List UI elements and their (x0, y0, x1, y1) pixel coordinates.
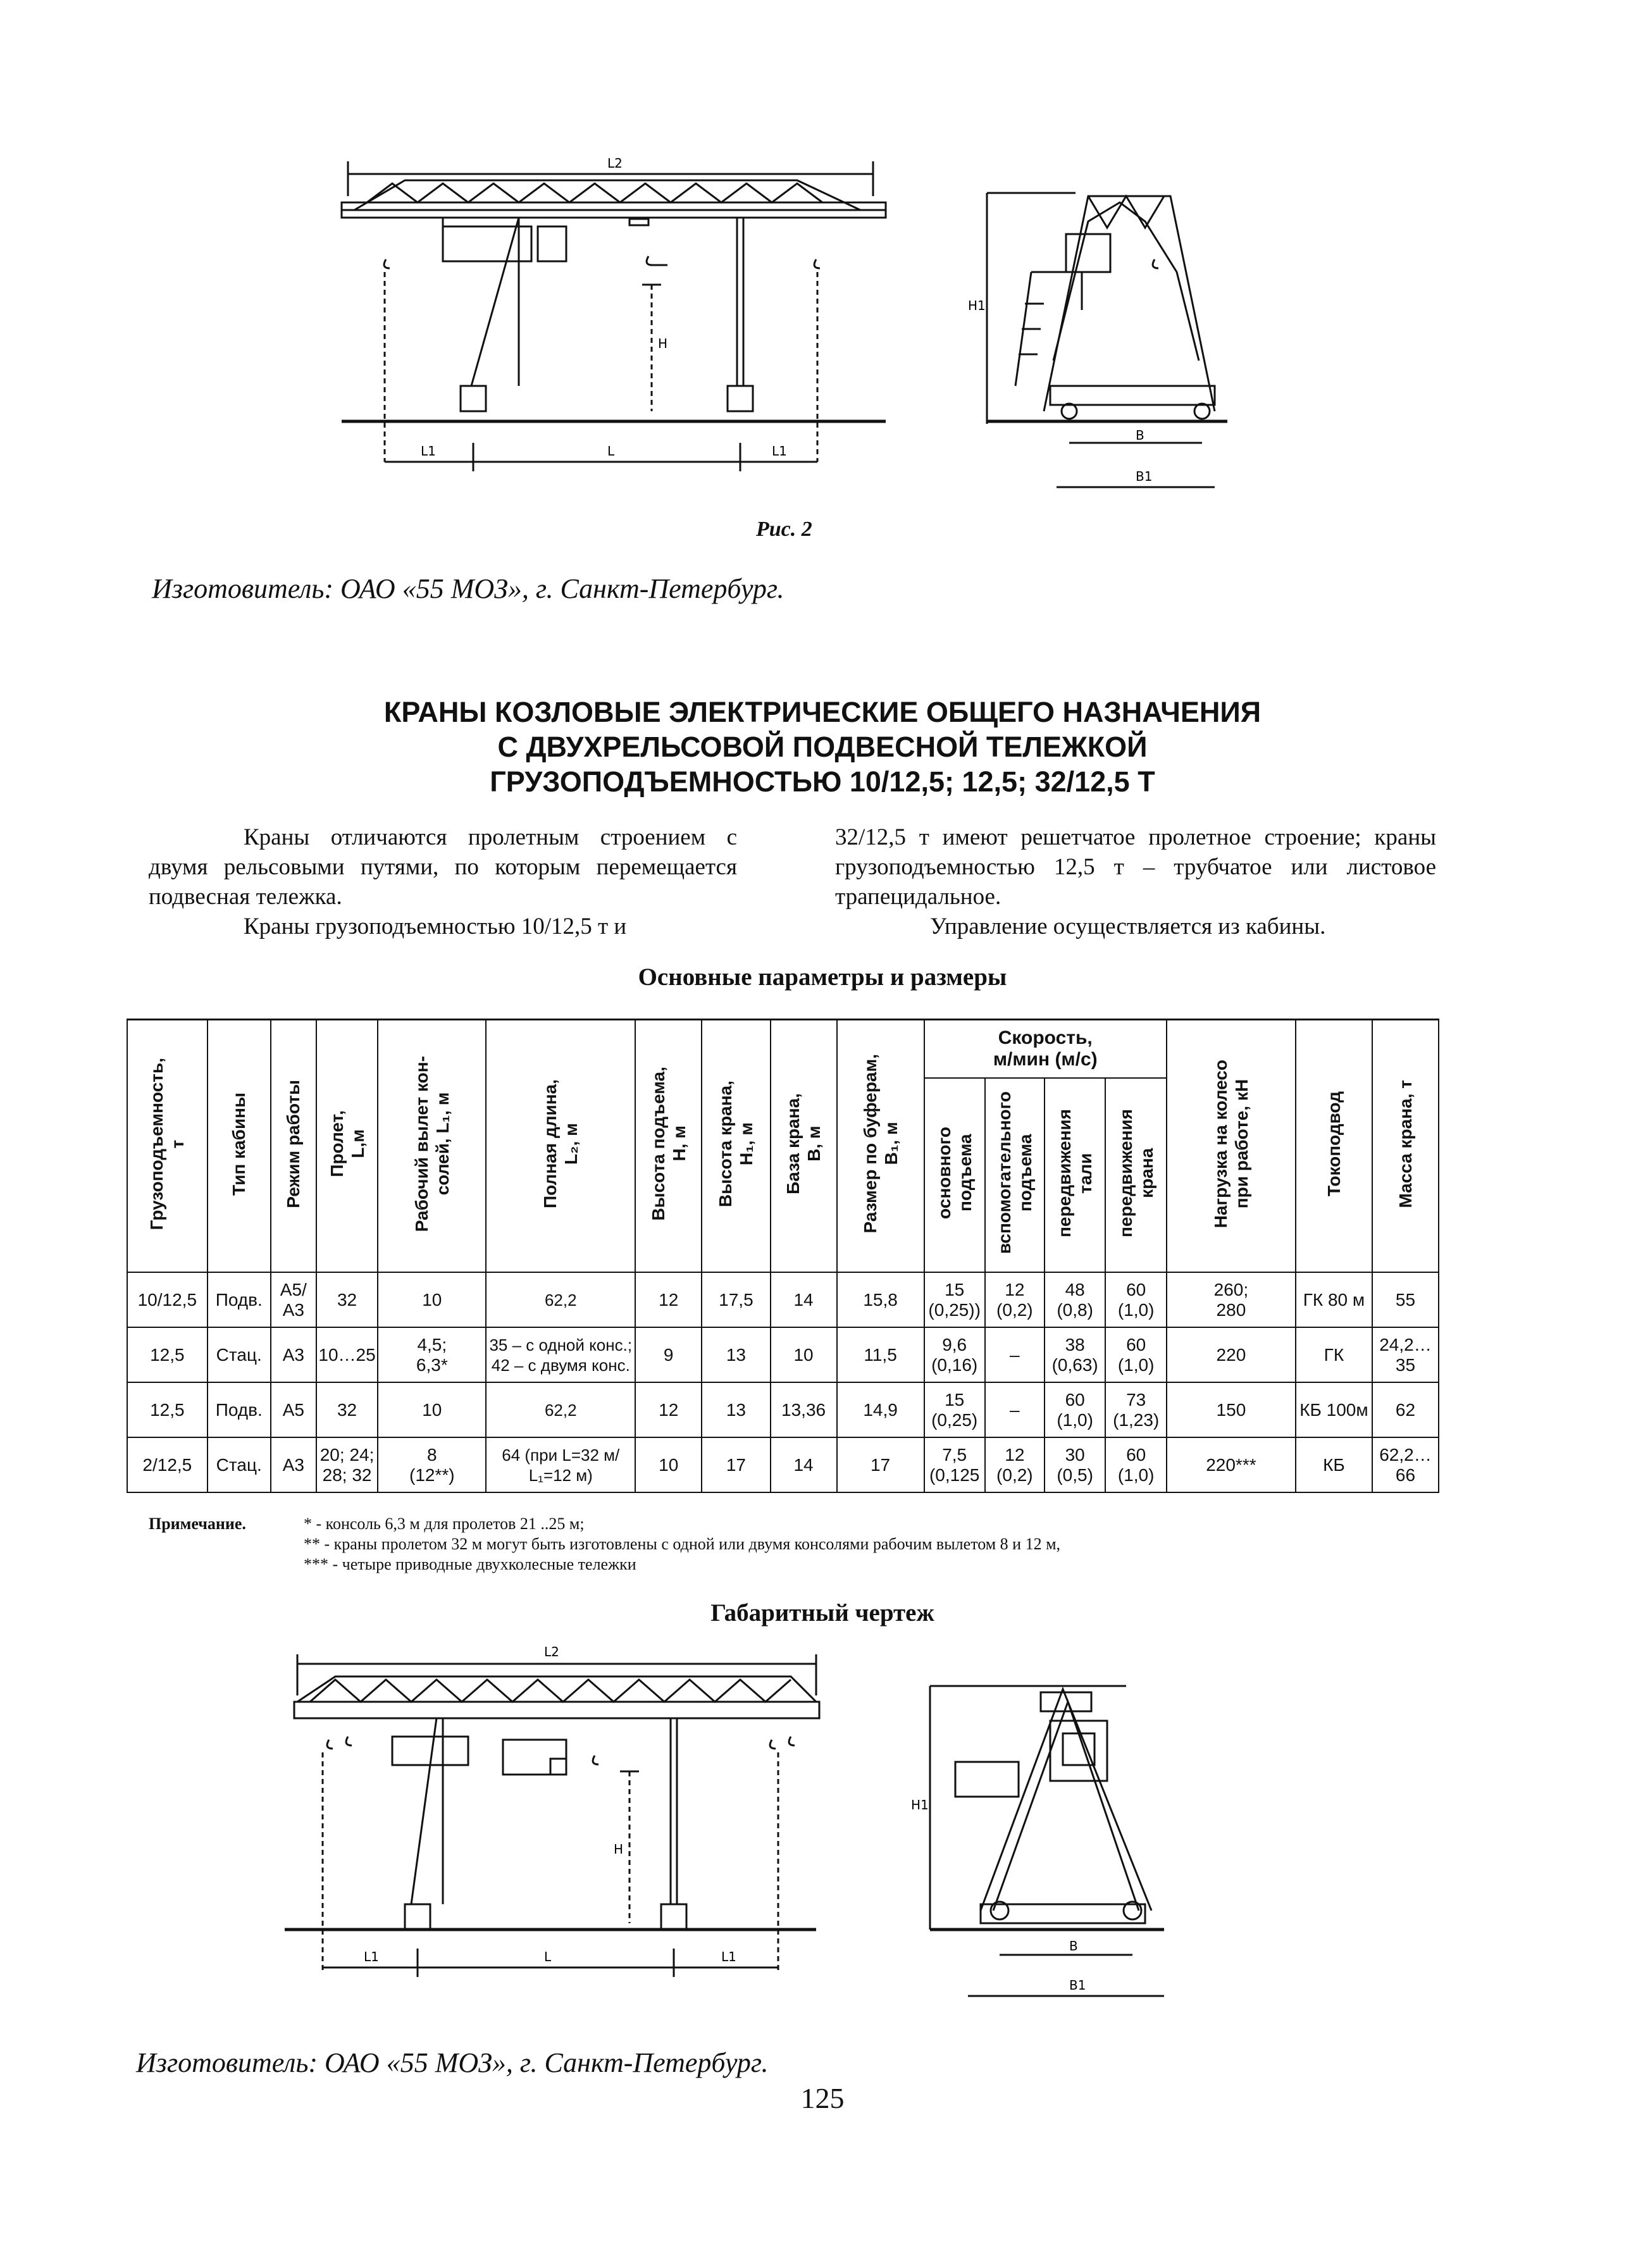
manufacturer-bottom: Изготовитель: ОАО «55 МОЗ», г. Санкт-Петербург. (136, 2047, 769, 2078)
top-label-L2: L2 (607, 156, 623, 171)
cell-v_main: 15 (0,25)) (924, 1272, 985, 1327)
top-label-L1a: L1 (421, 443, 436, 459)
cell-v_main: 15 (0,25) (924, 1382, 985, 1437)
cell-v_hoist: 30 (0,5) (1045, 1437, 1106, 1492)
table-row (127, 1437, 1439, 1492)
cell-mode: А5 (271, 1382, 316, 1437)
cell-outreach: 10 (378, 1272, 486, 1327)
cell-length: 62,2 (486, 1382, 635, 1437)
bottom-label-H1: H1 (911, 1797, 929, 1813)
cell-outreach: 4,5; 6,3* (378, 1327, 486, 1382)
cell-v_aux: – (985, 1382, 1045, 1437)
cell-outreach: 10 (378, 1382, 486, 1437)
cell-capacity: 10/12,5 (127, 1272, 208, 1327)
note-3: *** - четыре приводные двухколесные тележки (304, 1555, 636, 1573)
manufacturer-top: Изготовитель: ОАО «55 МОЗ», г. Санкт-Петербург. (152, 573, 784, 604)
cell-capacity: 12,5 (127, 1327, 208, 1382)
cell-length: 62,2 (486, 1272, 635, 1327)
bottom-label-H: H (614, 1842, 624, 1857)
cell-power: ГК (1296, 1327, 1372, 1382)
cell-cabin: Стац. (208, 1327, 271, 1382)
table-row (127, 1382, 1439, 1437)
cell-cabin: Подв. (208, 1382, 271, 1437)
bottom-label-L1a: L1 (364, 1949, 379, 1964)
title-line-1: КРАНЫ КОЗЛОВЫЕ ЭЛЕКТРИЧЕСКИЕ ОБЩЕГО НАЗНАЧЕНИЯ (383, 696, 1262, 728)
header-crane-height: Высота крана, H₁, м (702, 1020, 770, 1273)
cell-span: 20; 24; 28; 32 (316, 1437, 378, 1492)
cell-B: 10 (771, 1327, 837, 1382)
header-speed-main: основного подъема (924, 1078, 985, 1272)
table-body (127, 1272, 1439, 1492)
cell-H: 12 (635, 1382, 702, 1437)
intro-p1: Краны отличаются пролетным строением с двумя рельсовыми путями, по которым перемещается подвесная тележка. (149, 824, 737, 910)
top-label-H1: H1 (968, 298, 986, 313)
cell-load: 220*** (1167, 1437, 1296, 1492)
top-label-B: B (1136, 428, 1144, 443)
cell-B: 14 (771, 1272, 837, 1327)
note-2: ** - краны пролетом 32 м могут быть изготовлены с одной или двумя консолями рабочим вылетом 8 и 12 м, (304, 1535, 1061, 1553)
page-title (190, 695, 1455, 799)
cell-H1: 13 (702, 1327, 770, 1382)
drawing-title: Габаритный чертеж (710, 1599, 934, 1627)
cell-capacity: 12,5 (127, 1382, 208, 1437)
cell-cabin: Подв. (208, 1272, 271, 1327)
table-row (127, 1272, 1439, 1327)
cell-mass: 24,2… 35 (1372, 1327, 1439, 1382)
top-label-B1: B1 (1136, 469, 1153, 484)
cell-mode: А3 (271, 1327, 316, 1382)
cell-v_crane: 60 (1,0) (1105, 1437, 1167, 1492)
header-speed-group: Скорость, м/мин (м/с) (924, 1020, 1167, 1079)
header-wheel-load: Нагрузка на колесо при работе, кН (1167, 1020, 1296, 1273)
cell-mass: 62,2… 66 (1372, 1437, 1439, 1492)
header-span: Пролет, L,м (316, 1020, 378, 1273)
table-title: Основные параметры и размеры (638, 964, 1007, 991)
header-base: База крана, B, м (771, 1020, 837, 1273)
title-line-2: С ДВУХРЕЛЬСОВОЙ ПОДВЕСНОЙ ТЕЛЕЖКОЙ (497, 731, 1148, 763)
bottom-label-B1: B1 (1069, 1978, 1086, 1993)
cell-v_hoist: 38 (0,63) (1045, 1327, 1106, 1382)
header-speed-aux: вспомогательного подъема (985, 1078, 1045, 1272)
cell-v_crane: 60 (1,0) (1105, 1327, 1167, 1382)
cell-span: 32 (316, 1272, 378, 1327)
bottom-label-L: L (544, 1949, 552, 1964)
cell-load: 260; 280 (1167, 1272, 1296, 1327)
intro-column-right (835, 822, 1436, 941)
cell-v_hoist: 48 (0,8) (1045, 1272, 1106, 1327)
cell-B1: 11,5 (837, 1327, 924, 1382)
cell-v_aux: 12 (0,2) (985, 1437, 1045, 1492)
cell-span: 32 (316, 1382, 378, 1437)
cell-mode: А5/ А3 (271, 1272, 316, 1327)
cell-power: КБ 100м (1296, 1382, 1372, 1437)
cell-v_crane: 73 (1,23) (1105, 1382, 1167, 1437)
top-gantry-crane-drawing (329, 146, 1215, 500)
cell-v_main: 9,6 (0,16) (924, 1327, 985, 1382)
header-speed-hoist: передвижения тали (1045, 1078, 1106, 1272)
bottom-label-L2: L2 (544, 1644, 559, 1659)
cell-cabin: Стац. (208, 1437, 271, 1492)
header-capacity: Грузоподъемность, т (127, 1020, 208, 1273)
cell-H1: 13 (702, 1382, 770, 1437)
cell-v_aux: – (985, 1327, 1045, 1382)
cell-capacity: 2/12,5 (127, 1437, 208, 1492)
intro-p4: Управление осуществляется из кабины. (930, 914, 1326, 939)
intro-column-left (149, 822, 737, 941)
cell-length: 64 (при L=32 м/ L₁=12 м) (486, 1437, 635, 1492)
header-cabin: Тип кабины (208, 1020, 271, 1273)
header-outreach: Рабочий вылет кон- солей, L₁, м (378, 1020, 486, 1273)
header-buffer: Размер по буферам, B₁, м (837, 1020, 924, 1273)
intro-p3: 32/12,5 т имеют решетчатое пролетное строение; краны грузоподъемностью 12,5 т – трубчатое или листовое трапецидальное. (835, 824, 1436, 910)
cell-v_crane: 60 (1,0) (1105, 1272, 1167, 1327)
cell-power: ГК 80 м (1296, 1272, 1372, 1327)
header-mode: Режим работы (271, 1020, 316, 1273)
cell-load: 150 (1167, 1382, 1296, 1437)
table-row (127, 1327, 1439, 1382)
cell-power: КБ (1296, 1437, 1372, 1492)
title-line-3: ГРУЗОПОДЪЕМНОСТЬЮ 10/12,5; 12,5; 32/12,5 Т (490, 765, 1155, 798)
cell-mass: 62 (1372, 1382, 1439, 1437)
cell-v_hoist: 60 (1,0) (1045, 1382, 1106, 1437)
cell-H1: 17,5 (702, 1272, 770, 1327)
cell-span: 10…25 (316, 1327, 378, 1382)
cell-H: 9 (635, 1327, 702, 1382)
cell-B1: 17 (837, 1437, 924, 1492)
cell-length: 35 – с одной конс.; 42 – с двумя конс. (486, 1327, 635, 1382)
header-length: Полная длина, L₂, м (486, 1020, 635, 1273)
intro-p2: Краны грузоподъемностью 10/12,5 т и (244, 914, 627, 939)
cell-v_main: 7,5 (0,125 (924, 1437, 985, 1492)
parameters-table (127, 1019, 1439, 1493)
cell-mode: А3 (271, 1437, 316, 1492)
cell-v_aux: 12 (0,2) (985, 1272, 1045, 1327)
cell-B: 13,36 (771, 1382, 837, 1437)
top-label-H: H (658, 336, 668, 351)
cell-B1: 14,9 (837, 1382, 924, 1437)
header-lift-height: Высота подъема, H, м (635, 1020, 702, 1273)
page-number: 125 (800, 2082, 845, 2114)
bottom-label-L1b: L1 (721, 1949, 736, 1964)
cell-B1: 15,8 (837, 1272, 924, 1327)
notes-label: Примечание. (149, 1515, 246, 1533)
cell-mass: 55 (1372, 1272, 1439, 1327)
bottom-label-B: B (1069, 1938, 1078, 1954)
cell-load: 220 (1167, 1327, 1296, 1382)
cell-outreach: 8 (12**) (378, 1437, 486, 1492)
note-1: * - консоль 6,3 м для пролетов 21 ..25 м; (304, 1515, 585, 1533)
header-power: Токоподвод (1296, 1020, 1372, 1273)
header-mass: Масса крана, т (1372, 1020, 1439, 1273)
figure-caption: Рис. 2 (756, 517, 812, 541)
header-speed-crane: передвижения крана (1105, 1078, 1167, 1272)
top-label-L: L (607, 443, 615, 459)
cell-H: 10 (635, 1437, 702, 1492)
top-label-L1b: L1 (772, 443, 787, 459)
bottom-gantry-crane-drawing (285, 1645, 1234, 1999)
cell-H: 12 (635, 1272, 702, 1327)
cell-H1: 17 (702, 1437, 770, 1492)
cell-B: 14 (771, 1437, 837, 1492)
